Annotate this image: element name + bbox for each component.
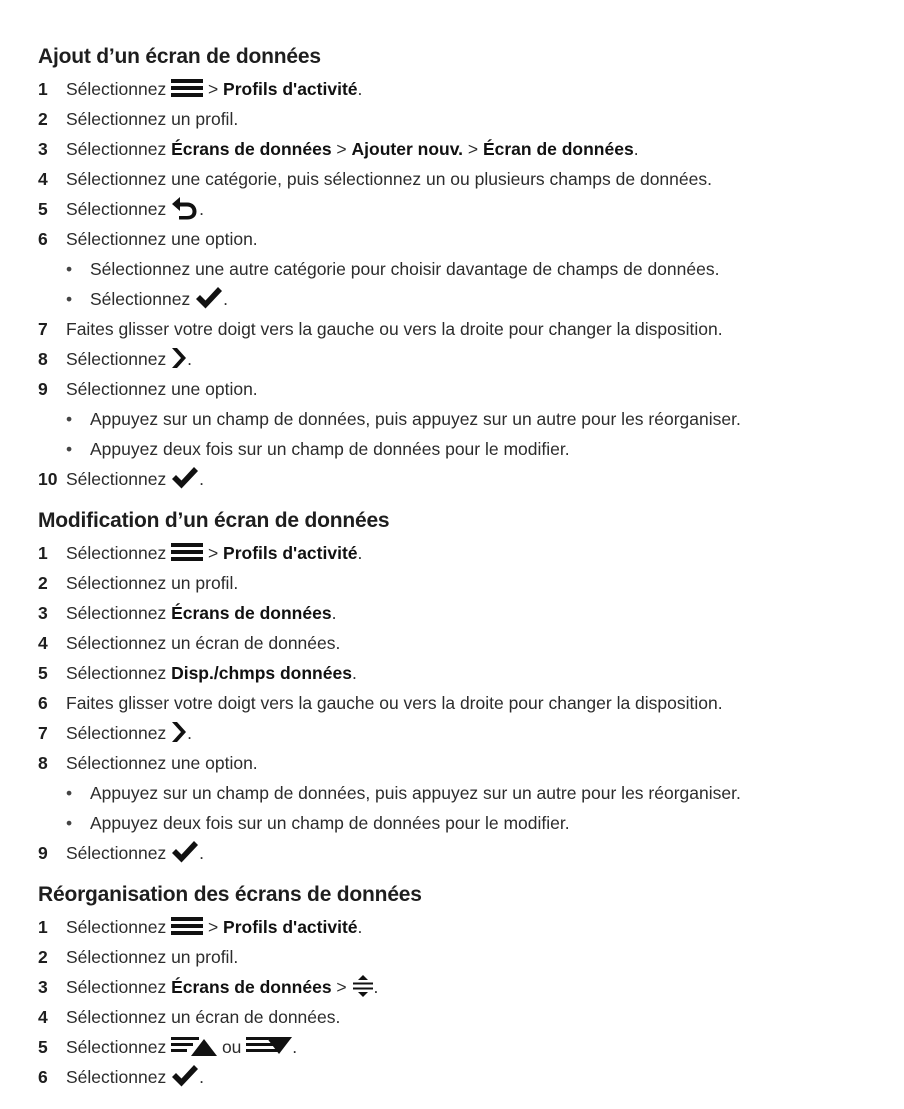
checkmark-icon (195, 286, 223, 310)
text-run: Sélectionnez (66, 1067, 172, 1087)
sub-step (38, 404, 888, 434)
checkmark-icon (171, 840, 199, 864)
section-title: Réorganisation des écrans de données (38, 883, 422, 906)
step-text (66, 912, 362, 942)
section (38, 508, 888, 868)
text-run: . (199, 199, 204, 219)
step (38, 972, 888, 1002)
step-text (66, 1062, 204, 1092)
text-run: Sélectionnez (66, 843, 172, 863)
step-text (66, 74, 362, 104)
step (38, 344, 888, 374)
step (38, 374, 888, 404)
text-run: Sélectionnez une option. (66, 753, 258, 773)
text-run: Appuyez sur un champ de données, puis appuyez sur un autre pour les réorganiser. (90, 783, 741, 803)
step-text (66, 374, 258, 404)
step-number: 2 (38, 947, 48, 967)
step (38, 134, 888, 164)
step-number: 10 (38, 469, 58, 489)
step (38, 104, 888, 134)
step-number: 5 (38, 199, 48, 219)
text-run: ou (217, 1037, 247, 1057)
text-run: Sélectionnez (66, 723, 172, 743)
text-run: Sélectionnez (66, 79, 172, 99)
text-run: . (357, 917, 363, 937)
step-number: 3 (38, 139, 48, 159)
bullet: • (66, 439, 73, 459)
sub-step (38, 254, 888, 284)
chevron-right-icon (171, 721, 187, 743)
step (38, 1002, 888, 1032)
step-number: 1 (38, 917, 48, 937)
text-run: Sélectionnez (66, 543, 172, 563)
text-run: . (187, 349, 192, 369)
step-text (66, 464, 204, 494)
step-number: 3 (38, 977, 48, 997)
step (38, 658, 888, 688)
ui-term: Ajouter nouv. (351, 139, 463, 159)
step-text (66, 688, 723, 718)
text-run: > (331, 977, 352, 997)
bullet: • (66, 813, 73, 833)
bullet: • (66, 409, 73, 429)
step-text (66, 1032, 297, 1062)
step-number: 6 (38, 693, 48, 713)
step-number: 1 (38, 543, 48, 563)
step-number: 8 (38, 753, 48, 773)
text-run: Sélectionnez un profil. (66, 109, 239, 129)
section (38, 882, 888, 1092)
text-run: Faites glisser votre doigt vers la gauche ou vers la droite pour changer la disposition. (66, 319, 723, 339)
step-text (66, 718, 192, 748)
text-run: Sélectionnez un écran de données. (66, 1007, 341, 1027)
text-run: Sélectionnez (66, 917, 172, 937)
step-text (90, 434, 570, 464)
text-run: Sélectionnez (66, 199, 172, 219)
text-run: Sélectionnez (66, 1037, 172, 1057)
document (38, 44, 888, 1092)
reorder-icon (352, 975, 374, 997)
text-run: Sélectionnez (66, 349, 172, 369)
step (38, 942, 888, 972)
step (38, 538, 888, 568)
text-run: Sélectionnez une autre catégorie pour choisir davantage de champs de données. (90, 259, 720, 279)
text-run: . (292, 1037, 298, 1057)
text-run: Appuyez deux fois sur un champ de données pour le modifier. (90, 439, 570, 459)
menu-icon (171, 78, 203, 98)
step (38, 568, 888, 598)
text-run: . (331, 603, 337, 623)
text-run: Appuyez deux fois sur un champ de données pour le modifier. (90, 813, 570, 833)
bullet: • (66, 289, 73, 309)
text-run: > (203, 917, 224, 937)
text-run: Sélectionnez (66, 663, 172, 683)
step-number: 5 (38, 1037, 48, 1057)
step (38, 1032, 888, 1062)
checkmark-icon (171, 466, 199, 490)
step-number: 5 (38, 663, 48, 683)
text-run: . (351, 663, 357, 683)
step-text (66, 942, 238, 972)
back-arrow-icon (171, 196, 199, 220)
text-run: . (199, 1067, 204, 1087)
ui-term: Écrans de données (171, 603, 332, 623)
step (38, 74, 888, 104)
bullet: • (66, 783, 73, 803)
text-run: Sélectionnez (66, 139, 172, 159)
checkmark-icon (171, 1064, 199, 1088)
step-text (66, 628, 340, 658)
text-run: Sélectionnez (66, 977, 172, 997)
step-text (66, 134, 639, 164)
text-run: Sélectionnez (66, 603, 172, 623)
ui-term: Profils d'activité (223, 79, 358, 99)
step (38, 912, 888, 942)
text-run: Sélectionnez (66, 469, 172, 489)
ui-term: Écran de données (482, 139, 634, 159)
step (38, 748, 888, 778)
step-text (66, 164, 712, 194)
text-run: > (203, 79, 224, 99)
step-text (66, 1002, 340, 1032)
step (38, 628, 888, 658)
step-text (90, 404, 741, 434)
sub-step (38, 808, 888, 838)
step-number: 7 (38, 319, 48, 339)
ui-term: Profils d'activité (223, 543, 358, 563)
text-run: . (223, 289, 228, 309)
step-text (90, 284, 228, 314)
step-number: 8 (38, 349, 48, 369)
text-run: > (463, 139, 483, 159)
step-number: 4 (38, 1007, 48, 1027)
step-number: 4 (38, 169, 48, 189)
step-number: 9 (38, 843, 48, 863)
move-down-icon (246, 1035, 292, 1057)
text-run: Sélectionnez un profil. (66, 573, 239, 593)
step (38, 194, 888, 224)
step-text (66, 598, 336, 628)
ui-term: Disp./chmps données (171, 663, 352, 683)
text-run: . (187, 723, 192, 743)
text-run: Sélectionnez (90, 289, 196, 309)
step-text (66, 314, 723, 344)
section-title: Modification d’un écran de données (38, 509, 390, 532)
step-text (66, 748, 258, 778)
step-number: 6 (38, 1067, 48, 1087)
step-number: 6 (38, 229, 48, 249)
chevron-right-icon (171, 347, 187, 369)
step-text (66, 194, 204, 224)
step (38, 718, 888, 748)
step-text (66, 838, 204, 868)
sub-step (38, 284, 888, 314)
step-number: 4 (38, 633, 48, 653)
step (38, 314, 888, 344)
text-run: Sélectionnez une catégorie, puis sélectionnez un ou plusieurs champs de données. (66, 169, 712, 189)
ui-term: Écrans de données (171, 977, 332, 997)
section-title: Ajout d’un écran de données (38, 45, 321, 68)
step (38, 164, 888, 194)
step (38, 224, 888, 254)
text-run: . (357, 79, 363, 99)
step (38, 598, 888, 628)
step-number: 1 (38, 79, 48, 99)
menu-icon (171, 542, 203, 562)
step-number: 7 (38, 723, 48, 743)
step-text (90, 808, 570, 838)
step-text (66, 658, 357, 688)
move-up-icon (171, 1035, 217, 1057)
step (38, 838, 888, 868)
step (38, 464, 888, 494)
text-run: Sélectionnez un écran de données. (66, 633, 341, 653)
step-text (66, 104, 238, 134)
step-number: 9 (38, 379, 48, 399)
text-run: . (199, 843, 204, 863)
text-run: Sélectionnez une option. (66, 229, 258, 249)
text-run: Sélectionnez un profil. (66, 947, 239, 967)
sub-step (38, 434, 888, 464)
text-run: Faites glisser votre doigt vers la gauche ou vers la droite pour changer la disposition. (66, 693, 723, 713)
menu-icon (171, 916, 203, 936)
text-run: > (203, 543, 224, 563)
section (38, 44, 888, 494)
step-text (66, 538, 362, 568)
ui-term: Profils d'activité (223, 917, 358, 937)
step-text (90, 254, 719, 284)
text-run: Appuyez sur un champ de données, puis appuyez sur un autre pour les réorganiser. (90, 409, 741, 429)
text-run: . (199, 469, 204, 489)
sub-step (38, 778, 888, 808)
text-run: . (357, 543, 363, 563)
bullet: • (66, 259, 73, 279)
step (38, 1062, 888, 1092)
ui-term: Écrans de données (171, 139, 332, 159)
step-text (66, 224, 258, 254)
step-text (66, 344, 192, 374)
step-text (66, 972, 378, 1002)
step-number: 3 (38, 603, 48, 623)
step-text (66, 568, 238, 598)
step-number: 2 (38, 573, 48, 593)
text-run: . (633, 139, 639, 159)
text-run: . (373, 977, 379, 997)
step (38, 688, 888, 718)
step-number: 2 (38, 109, 48, 129)
text-run: > (331, 139, 352, 159)
step-text (90, 778, 741, 808)
text-run: Sélectionnez une option. (66, 379, 258, 399)
